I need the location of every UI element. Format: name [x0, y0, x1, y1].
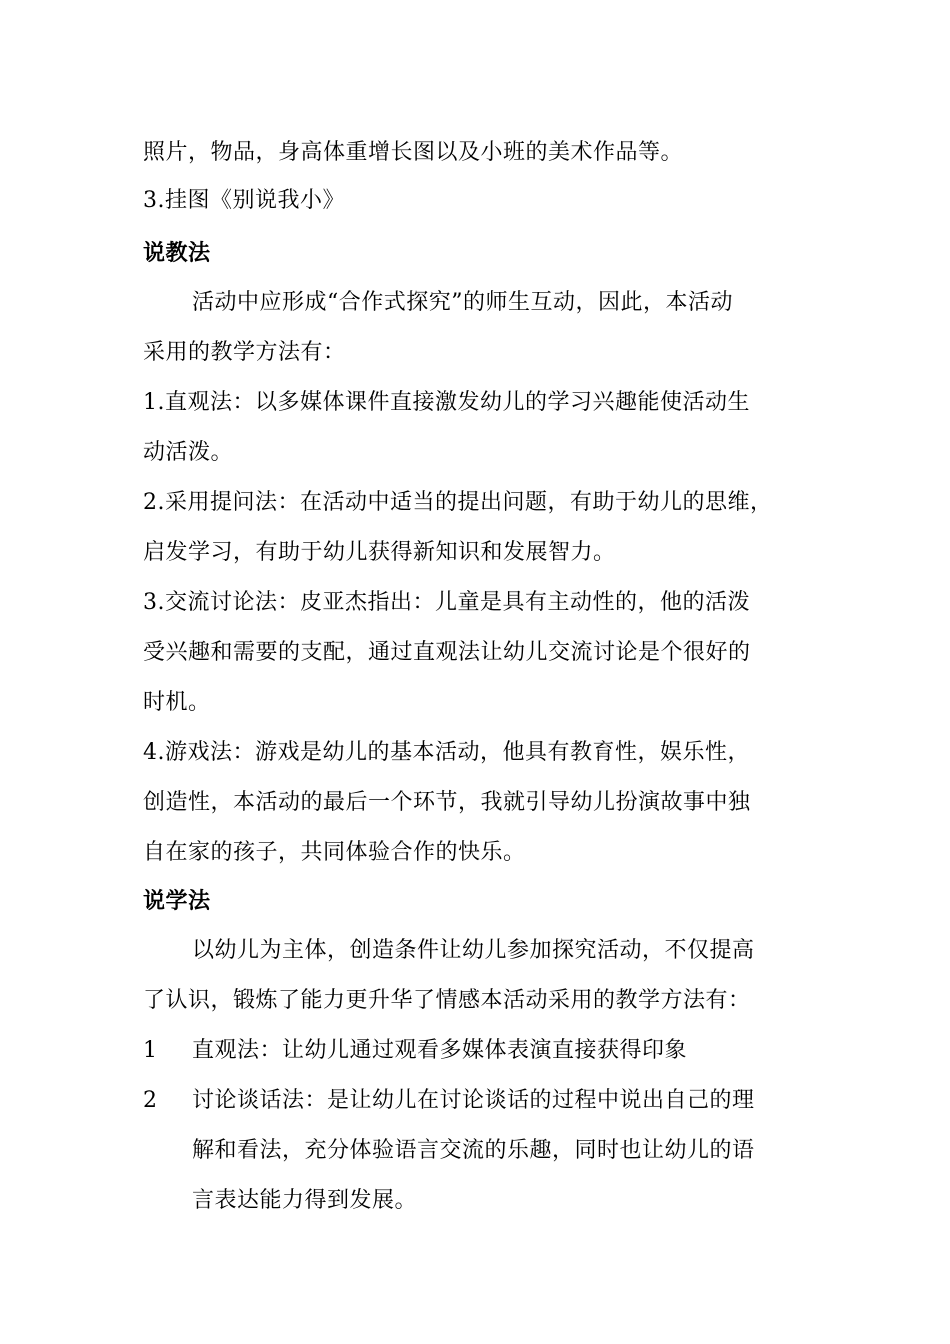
- method-item-line: 时机。: [143, 690, 211, 715]
- method-item-line: 3.交流讨论法：皮亚杰指出：儿童是具有主动性的，他的活泼: [143, 590, 750, 615]
- list-item-line: 言表达能力得到发展。: [192, 1188, 418, 1213]
- paragraph-line: 了认识，锻炼了能力更升华了情感本活动采用的教学方法有：: [143, 988, 751, 1013]
- method-item-line: 自在家的孩子，共同体验合作的快乐。: [143, 840, 526, 865]
- list-number: 2: [143, 1088, 157, 1113]
- method-item-line: 2.采用提问法：在活动中适当的提出问题，有助于幼儿的思维，: [143, 490, 773, 515]
- paragraph-line: 以幼儿为主体，创造条件让幼儿参加探究活动，不仅提高: [192, 938, 755, 963]
- text-line: 3.挂图《别说我小》: [143, 188, 345, 213]
- method-item-line: 启发学习，有助于幼儿获得新知识和发展智力。: [143, 540, 616, 565]
- paragraph-line: 活动中应形成“合作式探究”的师生互动，因此，本活动: [192, 290, 733, 315]
- method-item-line: 创造性，本活动的最后一个环节，我就引导幼儿扮演故事中独: [143, 790, 751, 815]
- list-number: 1: [143, 1038, 157, 1063]
- paragraph-line: 采用的教学方法有：: [143, 340, 346, 365]
- text-line: 照片，物品，身高体重增长图以及小班的美术作品等。: [143, 140, 684, 165]
- method-item-line: 1.直观法：以多媒体课件直接激发幼儿的学习兴趣能使活动生: [143, 390, 750, 415]
- list-item-line: 解和看法，充分体验语言交流的乐趣，同时也让幼儿的语: [192, 1138, 755, 1163]
- list-item-line: 直观法：让幼儿通过观看多媒体表演直接获得印象: [192, 1038, 688, 1063]
- section-heading-teaching: 说教法: [143, 240, 211, 266]
- method-item-line: 动活泼。: [143, 440, 234, 465]
- method-item-line: 4.游戏法：游戏是幼儿的基本活动，他具有教育性，娱乐性，: [143, 740, 750, 765]
- method-item-line: 受兴趣和需要的支配，通过直观法让幼儿交流讨论是个很好的: [143, 640, 751, 665]
- section-heading-learning: 说学法: [143, 888, 211, 914]
- list-item-line: 讨论谈话法：是让幼儿在讨论谈话的过程中说出自己的理: [192, 1088, 755, 1113]
